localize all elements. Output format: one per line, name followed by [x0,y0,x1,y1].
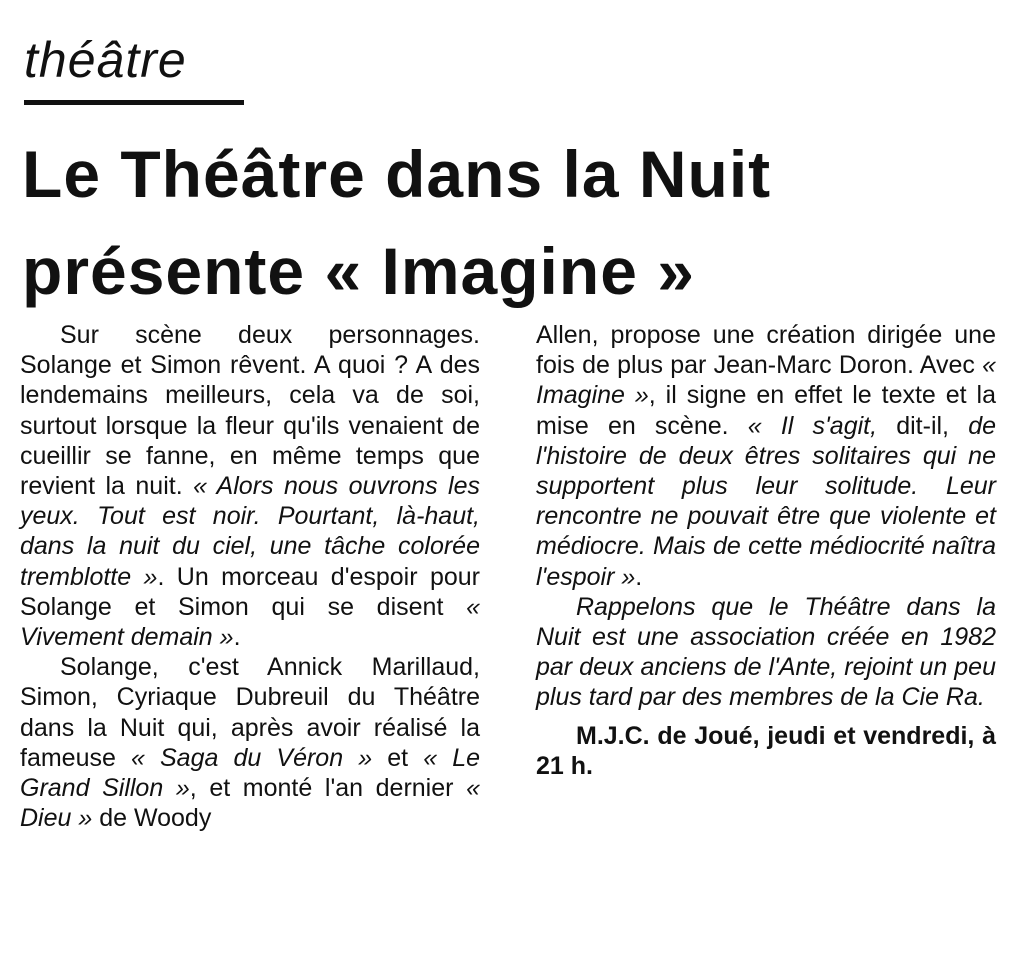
paragraph-2-start [20,652,480,833]
text-run: . Un morceau d'espoir pour Solange et Simon qui se disent [20,562,480,621]
headline-line-1: Le Théâtre dans la Nuit [22,137,772,211]
title-run: « Le Grand Sillon » [20,743,480,803]
text-run: , il signe en effet le texte et la mise en scène. [536,381,996,440]
rubric-underline [24,100,244,105]
text-run: Solange, c'est Annick Marillaud, Simon, Cyriaque Dubreuil du Théâtre dans la Nuit qui, après avoir réalisé la fameuse [20,653,480,772]
title-run: « Saga du Véron » [131,743,373,772]
headline-line-2: présente « Imagine » [22,234,695,308]
quote-run: « Il s'agit, [747,411,878,440]
text-run: Sur scène deux personnages. Solange et Simon rêvent. A quoi ? A des lendemains meilleurs, cela va de soi, surtout lorsque la fleur qu'ils venaient de cueillir se fanne, en même temps que revient la nuit. [20,321,480,501]
text-run: Allen, propose une création dirigée une fois de plus par Jean-Marc Doron. Avec [536,321,996,380]
title-run: « Imagine » [536,351,996,410]
paragraph-3: Rappelons que le Théâtre dans la Nuit est une association créée en 1982 par deux anciens de l'Ante, rejoint un peu plus tard par des membres de la Cie Ra. [536,592,996,712]
text-run: . [233,623,241,652]
quote-run: « Vivement demain » [20,592,480,652]
paragraph-2-continued [536,320,996,592]
event-info: M.J.C. de Joué, jeudi et vendredi, à 21 h. [536,721,996,780]
right-column [536,320,996,781]
text-run: de Woody [92,804,212,833]
text-run: . [635,562,643,591]
section-rubric: théâtre [24,32,187,88]
paragraph-1 [20,320,480,652]
quote-run: « Alors nous ouvrons les yeux. Tout est noir. Pourtant, là-haut, dans la nuit du ciel, une tâche colorée tremblotte » [20,472,480,591]
text-run: et [372,743,424,772]
title-run: « Dieu » [20,774,480,833]
quote-run: de l'histoire de deux êtres solitaires qui ne supportent plus leur solitude. Leur rencontre ne pouvait être que violente et médiocre. Mais de cette médiocrité naîtra l'espoir » [536,411,996,591]
text-run: dit-il, [877,411,969,440]
left-column [20,320,480,833]
text-run: , et monté l'an dernier [189,774,467,803]
article-headline [22,126,1012,320]
